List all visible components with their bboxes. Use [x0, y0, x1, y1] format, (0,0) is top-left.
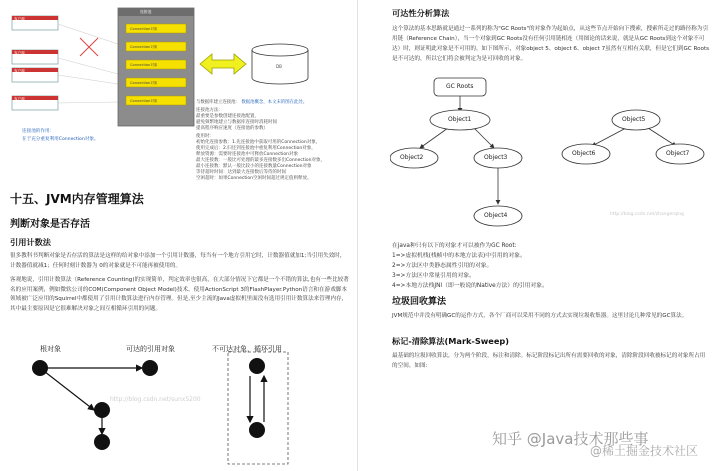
section-heading: 垃圾回收算法: [392, 297, 447, 307]
reachable-object-node: [94, 402, 110, 418]
notes-line: 避免频繁地建立与数据库连接时消耗时间: [196, 120, 277, 125]
object-label: Object1: [448, 116, 472, 123]
subsection-heading: 判断对象是否存活: [10, 219, 90, 230]
gc-roots-label: GC Roots: [446, 83, 474, 90]
notes-line: 连接池方法：: [196, 108, 223, 113]
root-object-label: 根对象: [40, 345, 61, 353]
object-label: Object2: [400, 154, 424, 161]
notes-line: 最重要是参数创建连接池配置，: [196, 114, 259, 119]
cross-icon: [80, 38, 98, 56]
notes-line: 使用完成后：2.归还到连接池中重复利用Connection对象，: [196, 146, 316, 151]
client-label: 客户端: [14, 97, 25, 101]
notes-line: 提高程序响应速度（连接池的参数）: [196, 126, 268, 131]
pool-notes: [196, 100, 356, 182]
reachable-object-node: [142, 360, 158, 376]
client-label: 客户端: [14, 69, 25, 73]
blue-note: 在于充分重复利用Connection对象。: [22, 137, 99, 142]
pool-item: Connection对象: [130, 81, 158, 85]
subsubsection-heading: 引用计数法: [10, 237, 51, 247]
reference-counting-figure: [10, 340, 350, 471]
blue-note: 连接池的作用：: [22, 129, 55, 134]
subsection-heading: 标记-清除算法(Mark-Sweep): [392, 336, 509, 346]
notes-line: 最大连接数：一般比可处理的最多连接数多出Connection对象，: [196, 158, 325, 163]
watermark-logo-text: 知乎 @Java技术那些事: [492, 430, 649, 448]
notes-line: 释放资源：需要时连接池中可释放Connection对象: [196, 152, 298, 157]
unreachable-object-label: 不可达对象，循环引用: [212, 345, 282, 353]
gc-list-title: 在java种只有以下的对象才可以被作为GC Root:: [392, 243, 517, 249]
watermark-text: http://blog.csdn.net/zhangerqing: [610, 212, 684, 217]
pool-item: Connection对象: [130, 99, 158, 103]
notes-line: 使用时：: [196, 134, 214, 139]
gc-roots-graph: [390, 74, 710, 234]
reachable-object-node: [94, 434, 110, 450]
section-heading: 十五、JVM内存管理算法: [10, 192, 144, 206]
pool-title: 连接池: [140, 9, 152, 14]
notes-line: 初始化连接参数：1.先连接池中获取可用的Connection对象，: [196, 140, 321, 145]
object-label: Object6: [572, 150, 596, 157]
gc-list-item: 1=>虚拟机栈(栈帧中的本地方法表)中引用的对象。: [392, 253, 526, 259]
left-page: [0, 0, 358, 471]
paragraph-mark-sweep: 最基础的垃圾回收算法，分为两个阶段，标注和清除。标记阶段标记出所有需要回收的对象，清除阶段回收被标记的对象所占用的空间。如图:: [392, 353, 706, 369]
watermark-text: http://blog.csdn.net/sunx5200: [110, 396, 201, 403]
gc-list-item: 4=>本地方法栈JNI（即一般说的Native方法）的引用对象。: [392, 283, 548, 289]
notes-title: 与数据库建立连接池：: [196, 100, 240, 105]
unreachable-object-node: [249, 422, 265, 438]
pool-item: Connection对象: [130, 45, 158, 49]
object-label: Object7: [666, 150, 690, 157]
client-label: 客户端: [14, 17, 25, 21]
paragraph-gc: JVM规范中并没有明确GC的运作方式，各个厂商可以采用不同的方式去实现垃圾收集器。这里讨论几种常见的GC算法。: [392, 313, 688, 319]
object-label: Object3: [484, 154, 508, 161]
paragraph-ref-counting-2: 客观地说，引用计数算法（Reference Counting)的实现简单，判定效率也很高，在大部分情况下它都是一个不错的算法,也有一些比较著名的应用案例，例如微软公司的COM(Component Object Model)技术、使用ActionScript 3的FlashPlayer.Python语言和在游戏脚本领域被广泛应用的Squirrel中都使用了引用计数算法进行内存管理。但是,至少主流的Java虚拟机里面没有选用引用计数算法来管理内存，其中最主要原因是它很难解决对象之间互相循环引用的问题。: [10, 277, 349, 312]
client-label: 客户端: [14, 51, 25, 55]
notes-emphasis: 数据池概念，本文末的图在此处。: [241, 100, 308, 105]
paragraph-reachability: 这个算法的基本思路就是通过一系列的称为"GC Roots"的对象作为起始点，从这些节点开始向下搜索，搜索所走过的路径称为引用链（Reference Chain），当一个对象到GC Roots没有任何引用链相连（用图论的话来说，就是从GC Roots到这个对象不可达）时，则证明此对象是不可用的。如下图所示，对象object 5、object 6、object 7虽然有互相有关联，但是它们到GC Roots是不可达的，所以它们将会被判定为是可回收的对象。: [392, 26, 710, 62]
notes-line: 最小连接数：默认一般比较小的连接数量Connection对象: [196, 164, 312, 169]
double-arrow-icon: [200, 54, 246, 74]
object-label: Object4: [484, 212, 508, 219]
object-label: Object5: [622, 116, 646, 123]
pool-item: Connection对象: [130, 63, 158, 67]
paragraph-ref-counting: 很多教科书判断对象是否存活的算法是这样的给对象中添加一个引用计数器，每当有一个地方引用它时，计数器值就加1;当引用失效时，计数器值就减1；任何时刻计数器为 0的对象就是不可能再被使用的。: [10, 253, 346, 269]
section-heading: 可达性分析算法: [392, 8, 450, 18]
reachable-object-label: 可达的引用对象: [126, 345, 175, 353]
pool-item: Connection对象: [130, 27, 158, 31]
watermark-logo-text: @稀土掘金技术社区: [590, 444, 699, 458]
notes-line: 空闲超时：如果Connection空闲时间超过规定值则释放。: [196, 176, 312, 181]
gc-list-item: 3=>方法区中常量引用的对象。: [392, 273, 475, 279]
db-label: DB: [276, 64, 282, 69]
gc-list-item: 2=>方法区中类静态属性引用的对象。: [392, 263, 493, 269]
notes-line: 等待超时时间：达到最大连接数后等待的时间: [196, 170, 286, 175]
right-page: [360, 0, 720, 471]
root-object-node: [32, 360, 48, 376]
unreachable-object-node: [249, 358, 265, 374]
